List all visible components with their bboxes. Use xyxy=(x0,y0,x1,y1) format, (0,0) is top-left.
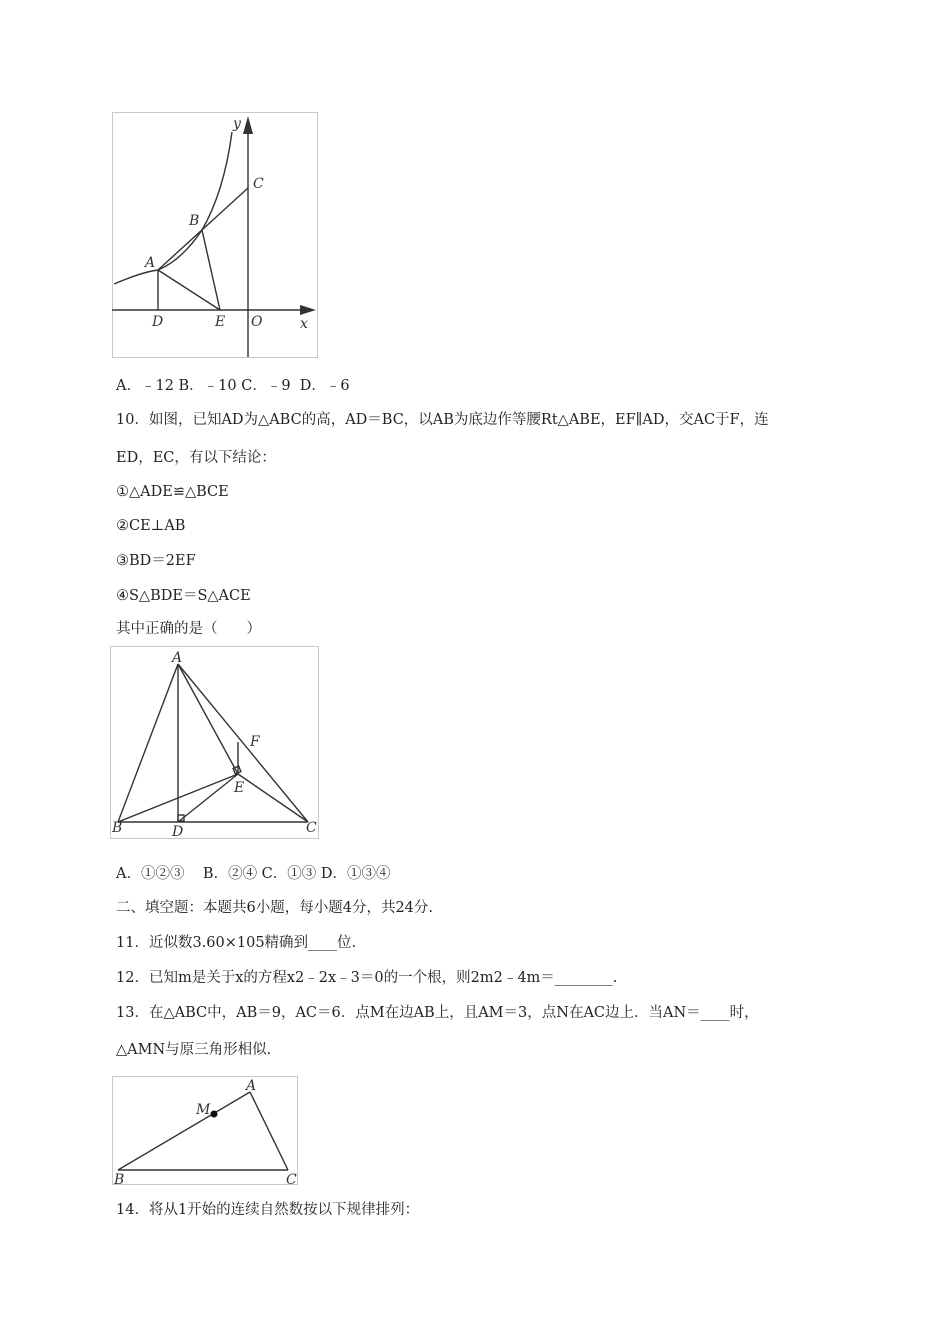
q13-text-line1: 13．在△ABC中，AB＝9，AC＝6．点M在边AB上，且AM＝3，点N在AC边上．当AN＝____时， xyxy=(116,1005,759,1021)
side-ac xyxy=(178,664,308,822)
label-x: x xyxy=(300,316,308,332)
label-b: B xyxy=(114,1172,125,1188)
x-axis-arrow xyxy=(300,305,316,315)
label-c: C xyxy=(306,820,317,836)
label-d: D xyxy=(152,314,164,330)
hyperbola-curve xyxy=(114,132,232,284)
segment-de xyxy=(178,774,238,822)
label-b: B xyxy=(189,213,200,229)
label-m: M xyxy=(196,1102,211,1118)
label-a: A xyxy=(145,255,156,271)
q10-prompt: 其中正确的是（ ） xyxy=(116,621,261,637)
label-d: D xyxy=(172,824,184,840)
label-a: A xyxy=(172,650,183,666)
segment-be xyxy=(202,230,220,310)
label-c: C xyxy=(253,176,264,192)
q10-conclusion-1: ①△ADE≌△BCE xyxy=(116,484,229,500)
segment-ec xyxy=(238,774,308,822)
side-ab xyxy=(118,1092,250,1170)
label-c: C xyxy=(286,1172,297,1188)
figure-q13-triangle xyxy=(112,1076,302,1188)
segment-ae xyxy=(178,664,238,774)
q11-text: 11．近似数3.60×105精确到____位. xyxy=(116,935,357,951)
figure-frame xyxy=(111,647,319,839)
label-b: B xyxy=(112,820,123,836)
figure-frame xyxy=(113,1077,298,1185)
side-ab xyxy=(118,664,178,822)
q10-options: A．①②③ B．②④ C．①③ D．①③④ xyxy=(116,866,391,882)
y-axis-arrow xyxy=(243,116,253,134)
q10-text-line1: 10．如图，已知AD为△ABC的高，AD＝BC，以AB为底边作等腰Rt△ABE，EF∥AD，交AC于F，连 xyxy=(116,412,769,428)
label-a: A xyxy=(246,1078,257,1094)
label-e: E xyxy=(234,780,245,796)
q14-text: 14．将从1开始的连续自然数按以下规律排列： xyxy=(116,1202,420,1218)
point-m xyxy=(211,1111,218,1118)
side-ac xyxy=(250,1092,288,1170)
label-o: O xyxy=(251,314,263,330)
label-e: E xyxy=(215,314,226,330)
label-y: y xyxy=(233,116,241,132)
q10-conclusion-3: ③BD＝2EF xyxy=(116,553,196,569)
figure-q9-hyperbola xyxy=(112,112,320,360)
line-ac xyxy=(158,188,248,270)
q10-text-line2: ED，EC，有以下结论： xyxy=(116,450,276,466)
figure-q10-triangle xyxy=(110,646,322,842)
label-f: F xyxy=(250,734,260,750)
section-2-heading: 二、填空题：本题共6小题，每小题4分，共24分. xyxy=(116,900,434,916)
q13-text-line2: △AMN与原三角形相似. xyxy=(116,1042,272,1058)
q9-options: A．﹣12 B．﹣10 C．﹣9 D．﹣6 xyxy=(116,378,350,394)
q10-conclusion-4: ④S△BDE＝S△ACE xyxy=(116,588,251,604)
q10-conclusion-2: ②CE⊥AB xyxy=(116,518,186,534)
q12-text: 12．已知m是关于x的方程x2﹣2x﹣3＝0的一个根，则2m2﹣4m＝________. xyxy=(116,970,618,986)
right-angle-e xyxy=(233,766,241,774)
segment-ae xyxy=(158,270,220,310)
